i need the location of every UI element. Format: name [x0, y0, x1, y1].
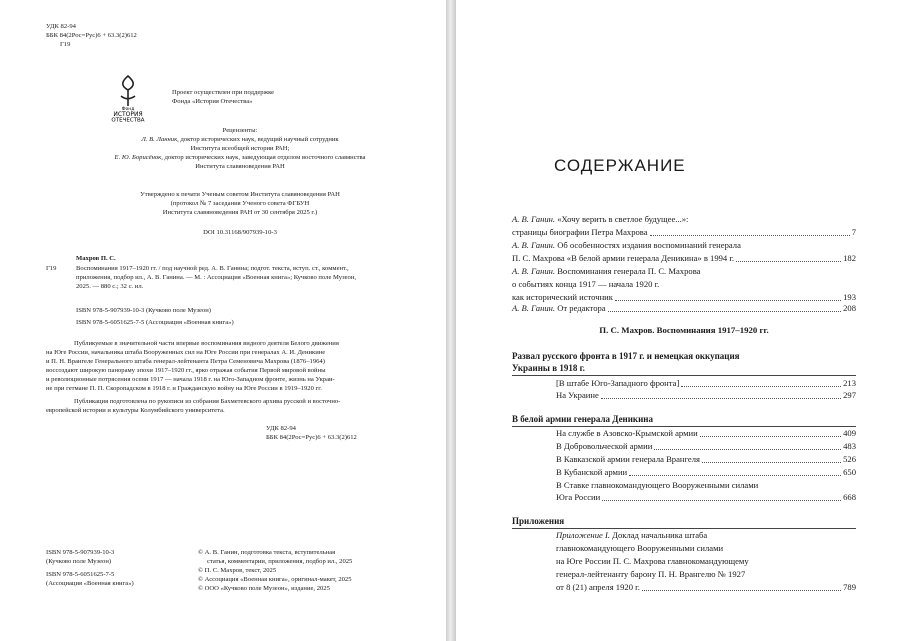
book-gutter: [446, 0, 456, 641]
isbn-2: ISBN 978-5-6051625-7-5 (Ассоциация «Военная книга»): [76, 319, 234, 326]
reviewer-1: Л. В. Ланник, доктор исторических наук, ведущий научный сотрудник: [141, 136, 339, 143]
toc-appendix-4: генерал-лейтенанту барону П. Н. Врангелю № 1927: [556, 569, 746, 579]
reviewers-block: [80, 126, 400, 171]
bottom-isbn: ISBN 978-5-907939-10-3 (Кучково поле Музеон) ISBN 978-5-6051625-7-5 (Ассоциация «Военная книга»): [46, 549, 134, 587]
toc-entry: В Кубанской армии 650: [556, 467, 856, 477]
support-note: [172, 88, 274, 106]
toc-entry: как исторический источник 193: [512, 292, 856, 302]
toc-front-3: А. В. Ганин. Об особенностях издания воспоминаний генерала: [512, 240, 741, 250]
toc-entry: Юга России 668: [556, 492, 856, 502]
bbk-code-2: ББК 84(2Рос=Рус)6 + 63.3(2)612: [266, 434, 357, 441]
copyright-block: © А. В. Ганин, подготовка текста, вступительная статья, комментарии, приложения, подбор ил., 2025 © П. С. Махров, текст, 2025 © Ассоциация «Военная книга», оригинал-макет, 2025 © ООО «Кучково поле Музеон», издание, 2025: [198, 549, 353, 592]
toc-entry: от 8 (21) апреля 1920 г. 789: [556, 582, 856, 592]
toc-entry: А. В. Ганин. От редактора 208: [512, 303, 856, 313]
support-line1: Проект осуществлен при поддержке: [172, 89, 275, 96]
reviewer-2: Е. Ю. Борисёнок, доктор исторических наук, заведующая отделом восточного славянства: [114, 154, 366, 161]
biblio-code: Г19: [46, 265, 57, 272]
approval-note: Утверждено к печати Ученым советом Института славяноведения РАН (протокол № 7 заседания Ученого совета ФГБУН Института славяноведения РАН от 30 сентября 2025 г.): [140, 191, 340, 216]
udk-code-2: УДК 82-94: [266, 425, 296, 432]
toc-front-6: о событиях конца 1917 — начала 1920 г.: [512, 279, 660, 289]
part-title: П. С. Махров. Воспоминания 1917–1920 гг.: [599, 325, 769, 335]
logo-line3: ОТЕЧЕСТВА: [111, 117, 145, 122]
abstract: Публикуемые в значительной части впервые воспоминания видного деятеля Белого движения на Юге России, начальника штаба Вооруженных сил на Юге России при генералах А. И. Деникине и П. Н. Врангеле Генерального штаба генерал-лейтенанта Петра Семеновича Махрова (1876–1964) воссоздают широкую панораму эпохи 1917–1920 гг., ярко отражая события Первой мировой войны и революционные потрясения осени 1917 — начала 1918 г. на Юго-Западном фронте, жизнь на Украи- не при гетмане П. П. Скоропадском в 1918 г. и Гражданскую войну на Юге России в 1919–1920 гг. Публикация подготовлена по рукописи из собрания Бахметевского архива русской и восточно- европейской истории и культуры Колумбийского университета.: [46, 340, 341, 414]
isbn-1: ISBN 978-5-907939-10-3 (Кучково поле Музеон): [76, 307, 212, 314]
reviewers-title: Рецензенты:: [222, 127, 258, 134]
toc-appendix-2: главнокомандующего Вооруженными силами: [556, 543, 724, 553]
toc-entry-continued: В Ставке главнокомандующего Вооруженными силами: [556, 480, 759, 490]
doi: DOI 10.31168/907939-10-3: [203, 229, 277, 236]
toc-front-1: А. В. Ганин. «Хочу верить в светлое будущее...»:: [512, 214, 689, 224]
toc-entry: В Кавказской армии генерала Врангеля 526: [556, 454, 856, 464]
left-page: [0, 0, 446, 641]
section-heading-2: В белой армии генерала Деникина: [512, 414, 653, 424]
section-rule: [512, 375, 856, 376]
support-line2: Фонда «История Отечества»: [172, 98, 253, 105]
reviewer-1-institution: Института всеобщей истории РАН;: [190, 145, 290, 152]
toc-title: СОДЕРЖАНИЕ: [554, 156, 686, 175]
toc-front-5: А. В. Ганин. Воспоминания генерала П. С. Махрова: [512, 266, 701, 276]
author-heading: Махров П. С.: [76, 255, 116, 262]
reviewer-2-institution: Института славяноведения РАН: [195, 163, 285, 170]
bbk-code: ББК 84(2Рос=Рус)6 + 63.3(2)612: [46, 32, 137, 39]
toc-appendix-3: на Юге России П. С. Махрова главнокомандующему: [556, 556, 749, 566]
section-rule: [512, 528, 856, 529]
fund-logo-icon: [97, 72, 159, 122]
toc-appendix-1: Приложение I. Доклад начальника штаба: [556, 530, 708, 540]
section-heading-3: Приложения: [512, 516, 565, 526]
toc-entry: На службе в Азовско-Крымской армии 409: [556, 428, 856, 438]
section-rule: [512, 426, 856, 427]
toc-entry: На Украине 297: [556, 390, 856, 400]
logo-line2: ИСТОРИЯ: [113, 111, 143, 118]
toc-entry: В Добровольческой армии 483: [556, 441, 856, 451]
author-mark: Г19: [60, 41, 71, 48]
right-page: [456, 0, 900, 641]
toc-entry: страницы биографии Петра Махрова 7: [512, 227, 856, 237]
udk-code: УДК 82-94: [46, 23, 76, 30]
toc-entry: [В штабе Юго-Западного фронта] 213: [556, 378, 856, 388]
toc-entry: П. С. Махрова «В белой армии генерала Деникина» в 1994 г. 182: [512, 253, 856, 263]
section-heading-1: Развал русского фронта в 1917 г. и немецкая оккупация Украины в 1918 г.: [512, 351, 740, 373]
biblio-record: Воспоминания 1917–1920 гг. / под научной ред. А. В. Ганина; подгот. текста, вступ. ст., коммент., приложения, подбор ил., А. В. Ганина. — М. : Ассоциация «Военная книга»; Кучково поле Музеон, 2025. — 880 с.; 32 с. ил.: [76, 265, 357, 290]
logo-line1: Фонд: [121, 107, 135, 112]
